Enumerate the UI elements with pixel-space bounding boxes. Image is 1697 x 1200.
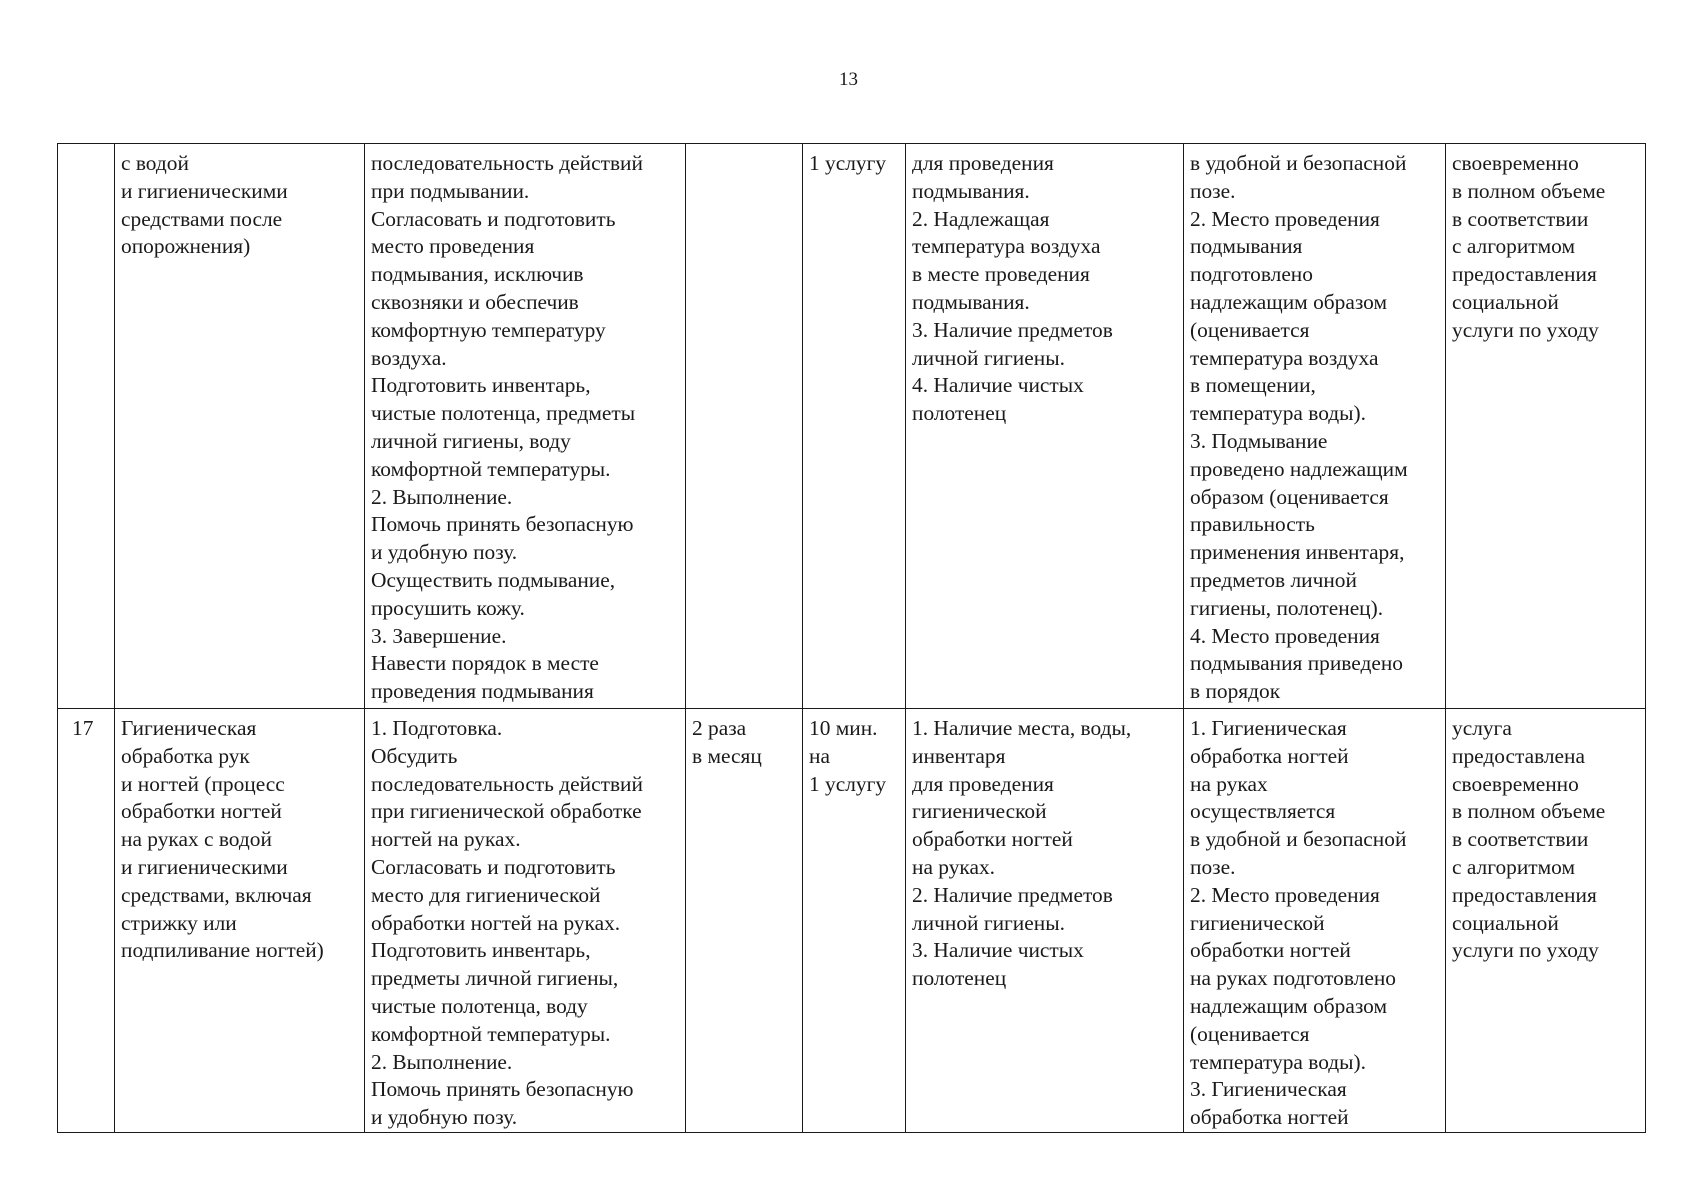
row-number-cell bbox=[58, 144, 115, 709]
quality-criteria-cell: в удобной и безопасной позе. 2. Место проведения подмывания подготовлено надлежащим образом (оценивается температура воздуха в помещении, температура воды). 3. Подмывание проведено надлежащим образом (оценивается правильность применения инвентаря, предметов личной гигиены, полотенец). 4. Место проведения подмывания приведено в порядок bbox=[1184, 144, 1446, 709]
procedure-cell: 1. Подготовка. Обсудить последовательность действий при гигиенической обработке ногтей на руках. Согласовать и подготовить место для гигиенической обработки ногтей на руках. Подготовить инвентарь, предметы личной гигиены, чистые полотенца, воду комфортной температуры. 2. Выполнение. Помочь принять безопасную и удобную позу. bbox=[365, 709, 686, 1133]
result-cell: своевременно в полном объеме в соответствии с алгоритмом предоставления социальной услуги по уходу bbox=[1446, 144, 1646, 709]
quality-criteria-cell: 1. Гигиеническая обработка ногтей на руках осуществляется в удобной и безопасной позе. 2. Место проведения гигиенической обработки ногтей на руках подготовлено надлежащим образом (оценивается температура воды). 3. Гигиеническая обработка ногтей bbox=[1184, 709, 1446, 1133]
duration-cell: 1 услугу bbox=[803, 144, 906, 709]
conditions-cell: для проведения подмывания. 2. Надлежащая температура воздуха в месте проведения подмывания. 3. Наличие предметов личной гигиены. 4. Наличие чистых полотенец bbox=[906, 144, 1184, 709]
procedure-cell: последовательность действий при подмывании. Согласовать и подготовить место проведения подмывания, исключив сквозняки и обеспечив комфортную температуру воздуха. Подготовить инвентарь, чистые полотенца, предметы личной гигиены, воду комфортной температуры. 2. Выполнение. Помочь принять безопасную и удобную позу. Осуществить подмывание, просушить кожу. 3. Завершение. Навести порядок в месте проведения подмывания bbox=[365, 144, 686, 709]
duration-cell: 10 мин. на 1 услугу bbox=[803, 709, 906, 1133]
page-number: 13 bbox=[839, 69, 858, 90]
table-row bbox=[58, 709, 1646, 1133]
frequency-cell bbox=[686, 144, 803, 709]
conditions-cell: 1. Наличие места, воды, инвентаря для проведения гигиенической обработки ногтей на руках. 2. Наличие предметов личной гигиены. 3. Наличие чистых полотенец bbox=[906, 709, 1184, 1133]
result-cell: услуга предоставлена своевременно в полном объеме в соответствии с алгоритмом предоставления социальной услуги по уходу bbox=[1446, 709, 1646, 1133]
frequency-cell: 2 раза в месяц bbox=[686, 709, 803, 1133]
service-name-cell: с водой и гигиеническими средствами после опорожнения) bbox=[115, 144, 365, 709]
services-table bbox=[57, 143, 1646, 1133]
table-row bbox=[58, 144, 1646, 709]
row-number-cell: 17 bbox=[58, 709, 115, 1133]
service-name-cell: Гигиеническая обработка рук и ногтей (процесс обработки ногтей на руках с водой и гигиеническими средствами, включая стрижку или подпиливание ногтей) bbox=[115, 709, 365, 1133]
